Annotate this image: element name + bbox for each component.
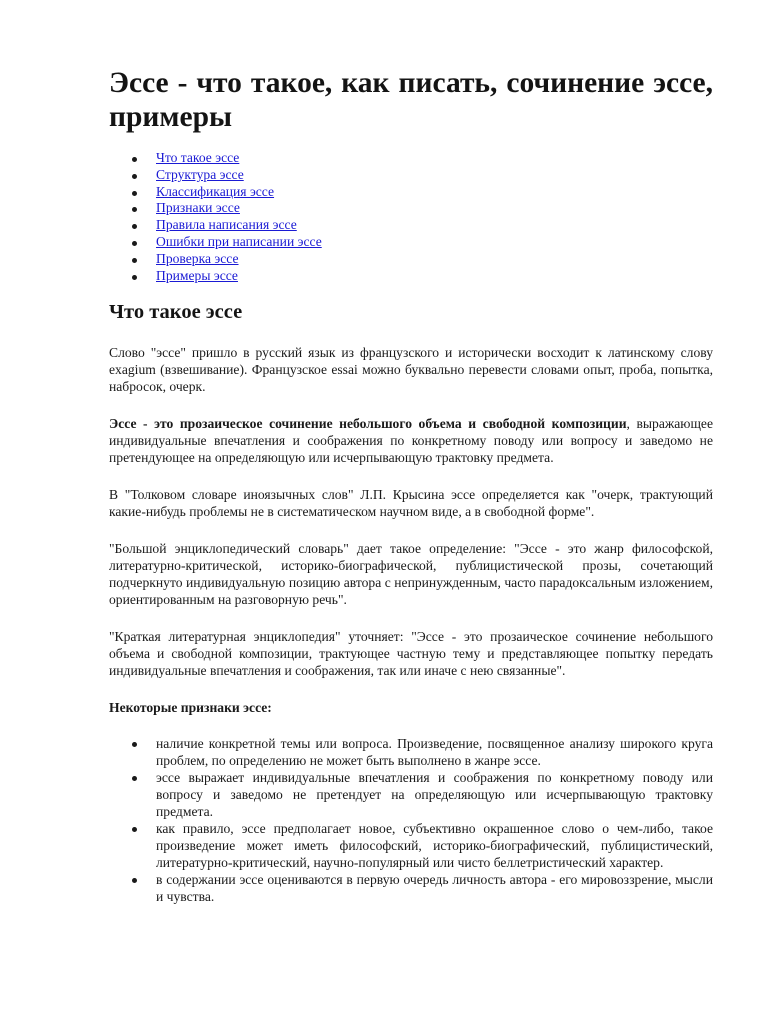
table-of-contents bbox=[109, 150, 713, 284]
toc-item bbox=[109, 234, 713, 251]
paragraph-krysin: В "Толковом словаре иноязычных слов" Л.П. Крысина эссе определяется как "очерк, трактующий какие-нибудь проблемы не в систематическом научном виде, а в свободной форме". bbox=[109, 487, 713, 520]
toc-item bbox=[109, 200, 713, 217]
toc-link-checking[interactable]: Проверка эссе bbox=[156, 250, 239, 266]
features-list bbox=[109, 735, 713, 905]
toc-item bbox=[109, 150, 713, 167]
toc-item bbox=[109, 184, 713, 201]
list-item: наличие конкретной темы или вопроса. Произведение, посвященное анализу широкого круга проблем, по определению не может быть выполнено в жанре эссе. bbox=[109, 735, 713, 769]
toc-link-features[interactable]: Признаки эссе bbox=[156, 200, 240, 216]
paragraph-etymology: Слово "эссе" пришло в русский язык из французского и исторически восходит к латинскому слову exagium (взвешивание). Французское essai можно буквально перевести словами опыт, проба, попытка, набросок, очерк. bbox=[109, 345, 713, 395]
definition-rest: , выражающее индивидуальные впечатления и соображения по конкретному поводу или вопросу и заведомо не претендующее на определяющую или исчерпывающую трактовку предмета. bbox=[109, 416, 713, 466]
toc-item bbox=[109, 167, 713, 184]
features-title: Некоторые признаки эссе: bbox=[109, 700, 272, 716]
definition-bold: Эссе - это прозаическое сочинение небольшого объема и свободной композиции bbox=[109, 416, 627, 432]
paragraph-encyclopedic: "Большой энциклопедический словарь" дает такое определение: "Эссе - это жанр философской, литературно-критической, историко-биографической, публицистической прозы, сочетающий подчеркнуто индивидуальную позицию автора с непринужденным, часто парадоксальным изложением, ориентированным на разговорную речь". bbox=[109, 541, 713, 608]
paragraph-literary-encyclopedia: "Краткая литературная энциклопедия" уточняет: "Эссе - это прозаическое сочинение небольшого объема и свободной композиции, трактующее частную тему и представляющее попытку передать индивидуальные впечатления и соображения, так или иначе с нею связанные". bbox=[109, 629, 713, 679]
toc-item bbox=[109, 268, 713, 285]
section-heading: Что такое эссе bbox=[109, 301, 243, 324]
toc-item bbox=[109, 251, 713, 268]
toc-link-examples[interactable]: Примеры эссе bbox=[156, 267, 238, 283]
toc-link-writing-rules[interactable]: Правила написания эссе bbox=[156, 217, 297, 233]
toc-link-structure[interactable]: Структура эссе bbox=[156, 166, 244, 182]
toc-item bbox=[109, 217, 713, 234]
document-page bbox=[109, 66, 713, 905]
paragraph-definition bbox=[109, 415, 713, 466]
toc-link-mistakes[interactable]: Ошибки при написании эссе bbox=[156, 233, 322, 249]
list-item: в содержании эссе оцениваются в первую очередь личность автора - его мировоззрение, мысли и чувства. bbox=[109, 871, 713, 905]
toc-link-classification[interactable]: Классификация эссе bbox=[156, 183, 275, 199]
list-item: эссе выражает индивидуальные впечатления и соображения по конкретному поводу или вопросу и заведомо не претендует на определяющую или исчерпывающую трактовку предмета. bbox=[109, 769, 713, 820]
page-title: Эссе - что такое, как писать, сочинение эссе, примеры bbox=[109, 67, 713, 133]
list-item: как правило, эссе предполагает новое, субъективно окрашенное слово о чем-либо, такое произведение может иметь философский, историко-биографический, публицистический, литературно-критический, научно-популярный или чисто беллетристический характер. bbox=[109, 820, 713, 871]
toc-link-what-is-essay[interactable]: Что такое эссе bbox=[156, 150, 240, 165]
